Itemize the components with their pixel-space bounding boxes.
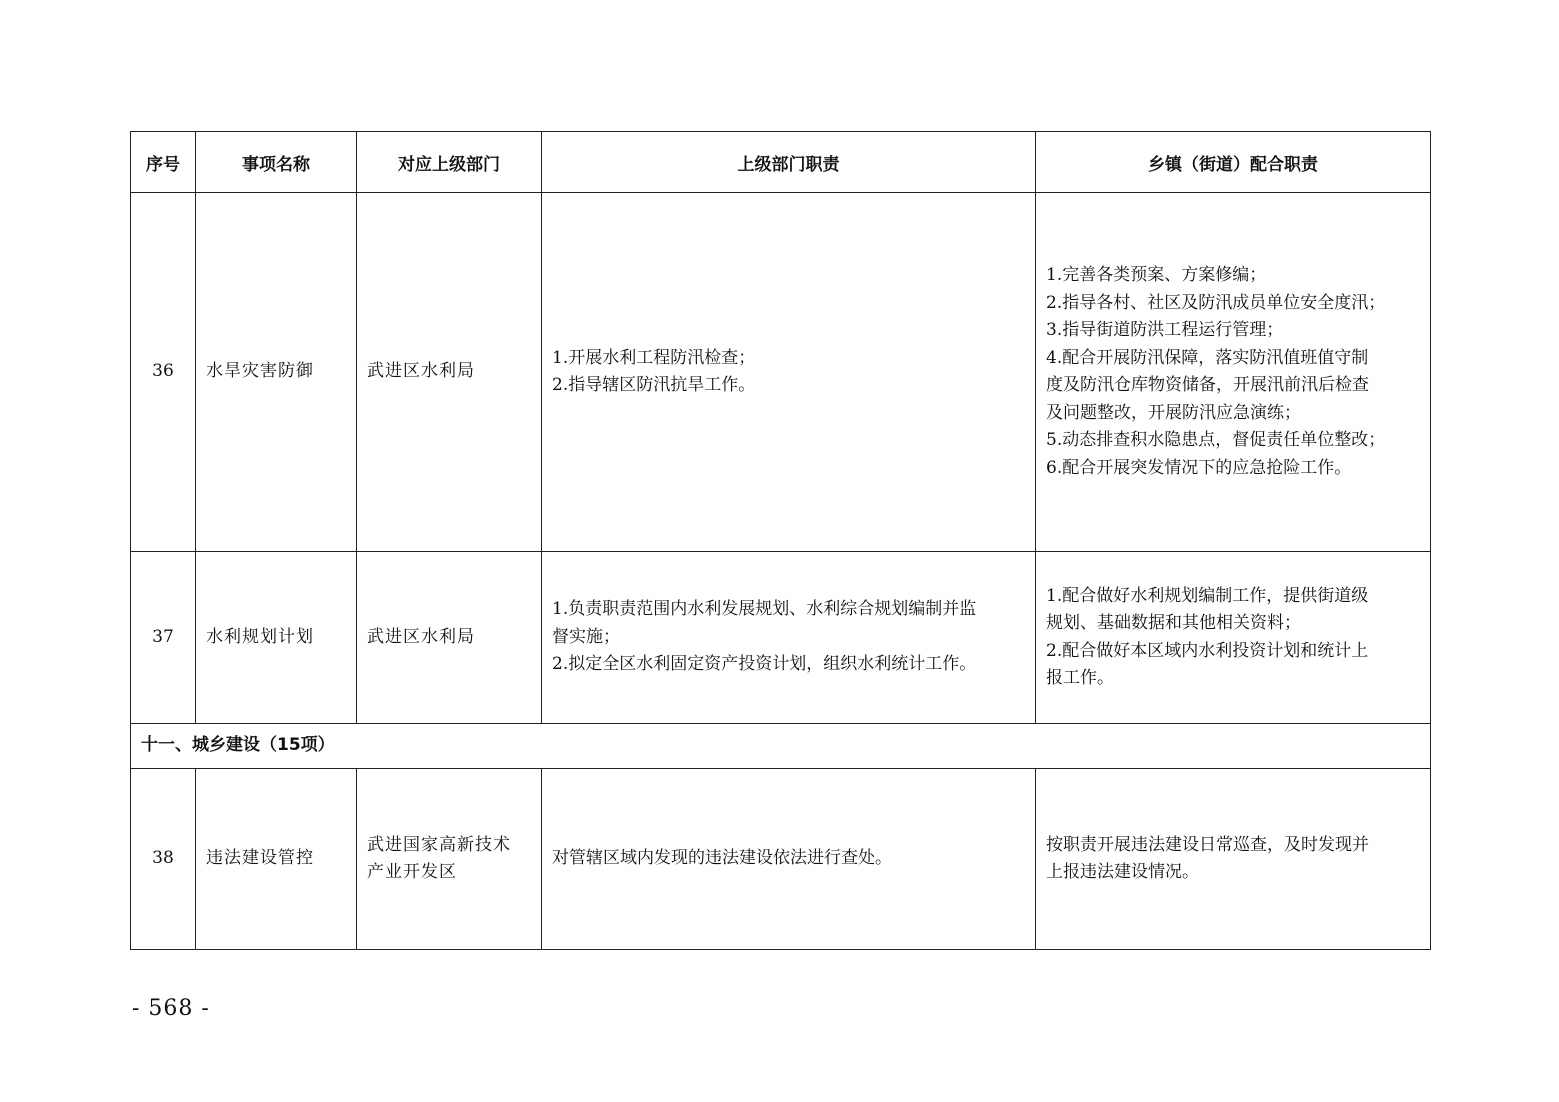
dept-line: 武进区水利局	[367, 626, 475, 647]
dept-line: 武进国家高新技术	[367, 834, 511, 855]
section-row	[131, 724, 1431, 769]
town-duty-line: 3.指导街道防洪工程运行管理；	[1046, 320, 1284, 340]
row-item-name: 水旱灾害防御	[196, 193, 357, 552]
row-item-name: 违法建设管控	[196, 769, 357, 950]
row-seq: 37	[131, 552, 196, 724]
row-town-duty	[1036, 769, 1431, 950]
upper-duty-line: 2.拟定全区水利固定资产投资计划，组织水利统计工作。	[552, 654, 977, 675]
upper-duty-line: 督实施；	[552, 626, 620, 647]
upper-duty-line: 1.开展水利工程防汛检查；	[552, 347, 756, 368]
row-upper-dept	[357, 769, 542, 950]
town-duty-line: 6.配合开展突发情况下的应急抢险工作。	[1046, 457, 1352, 478]
town-duty-line: 按职责开展违法建设日常巡查，及时发现并	[1046, 834, 1369, 855]
town-duty-line: 1.完善各类预案、方案修编；	[1046, 265, 1267, 285]
header-seq: 序号	[131, 132, 196, 193]
upper-duty-line: 对管辖区域内发现的违法建设依法进行查处。	[552, 848, 892, 869]
row-upper-duty	[542, 552, 1036, 724]
table-row	[131, 552, 1431, 724]
town-duty-line: 4.配合开展防汛保障，落实防汛值班值守制	[1046, 347, 1369, 368]
dept-line: 武进区水利局	[367, 361, 475, 382]
table-row	[131, 193, 1431, 552]
town-duty-line: 上报违法建设情况。	[1046, 862, 1199, 882]
header-row	[131, 132, 1431, 193]
upper-duty-line: 2.指导辖区防汛抗旱工作。	[552, 375, 756, 395]
town-duty-line: 规划、基础数据和其他相关资料；	[1046, 613, 1301, 633]
row-upper-duty	[542, 193, 1036, 552]
section-heading: 十一、城乡建设（15项）	[131, 724, 1431, 769]
town-duty-line: 2.指导各村、社区及防汛成员单位安全度汛；	[1046, 292, 1386, 313]
town-duty-line: 1.配合做好水利规划编制工作，提供街道级	[1046, 585, 1369, 606]
header-town-duty: 乡镇（街道）配合职责	[1036, 132, 1431, 193]
row-item-name: 水利规划计划	[196, 552, 357, 724]
page-number: - 568 -	[132, 996, 210, 1021]
town-duty-line: 报工作。	[1046, 668, 1114, 688]
row-town-duty	[1036, 552, 1431, 724]
row-seq: 36	[131, 193, 196, 552]
town-duty-line: 2.配合做好本区域内水利投资计划和统计上	[1046, 640, 1369, 661]
header-item-name: 事项名称	[196, 132, 357, 193]
row-town-duty	[1036, 193, 1431, 552]
duty-table	[130, 131, 1431, 950]
town-duty-line: 5.动态排查积水隐患点，督促责任单位整改；	[1046, 430, 1386, 450]
header-upper-dept: 对应上级部门	[357, 132, 542, 193]
town-duty-line: 度及防汛仓库物资储备，开展汛前汛后检查	[1046, 375, 1369, 395]
table-row	[131, 769, 1431, 950]
upper-duty-line: 1.负责职责范围内水利发展规划、水利综合规划编制并监	[552, 599, 977, 620]
row-seq: 38	[131, 769, 196, 950]
header-upper-duty: 上级部门职责	[542, 132, 1036, 193]
row-upper-dept	[357, 552, 542, 724]
dept-line: 产业开发区	[367, 862, 457, 882]
row-upper-dept	[357, 193, 542, 552]
town-duty-line: 及问题整改，开展防汛应急演练；	[1046, 402, 1301, 423]
row-upper-duty	[542, 769, 1036, 950]
